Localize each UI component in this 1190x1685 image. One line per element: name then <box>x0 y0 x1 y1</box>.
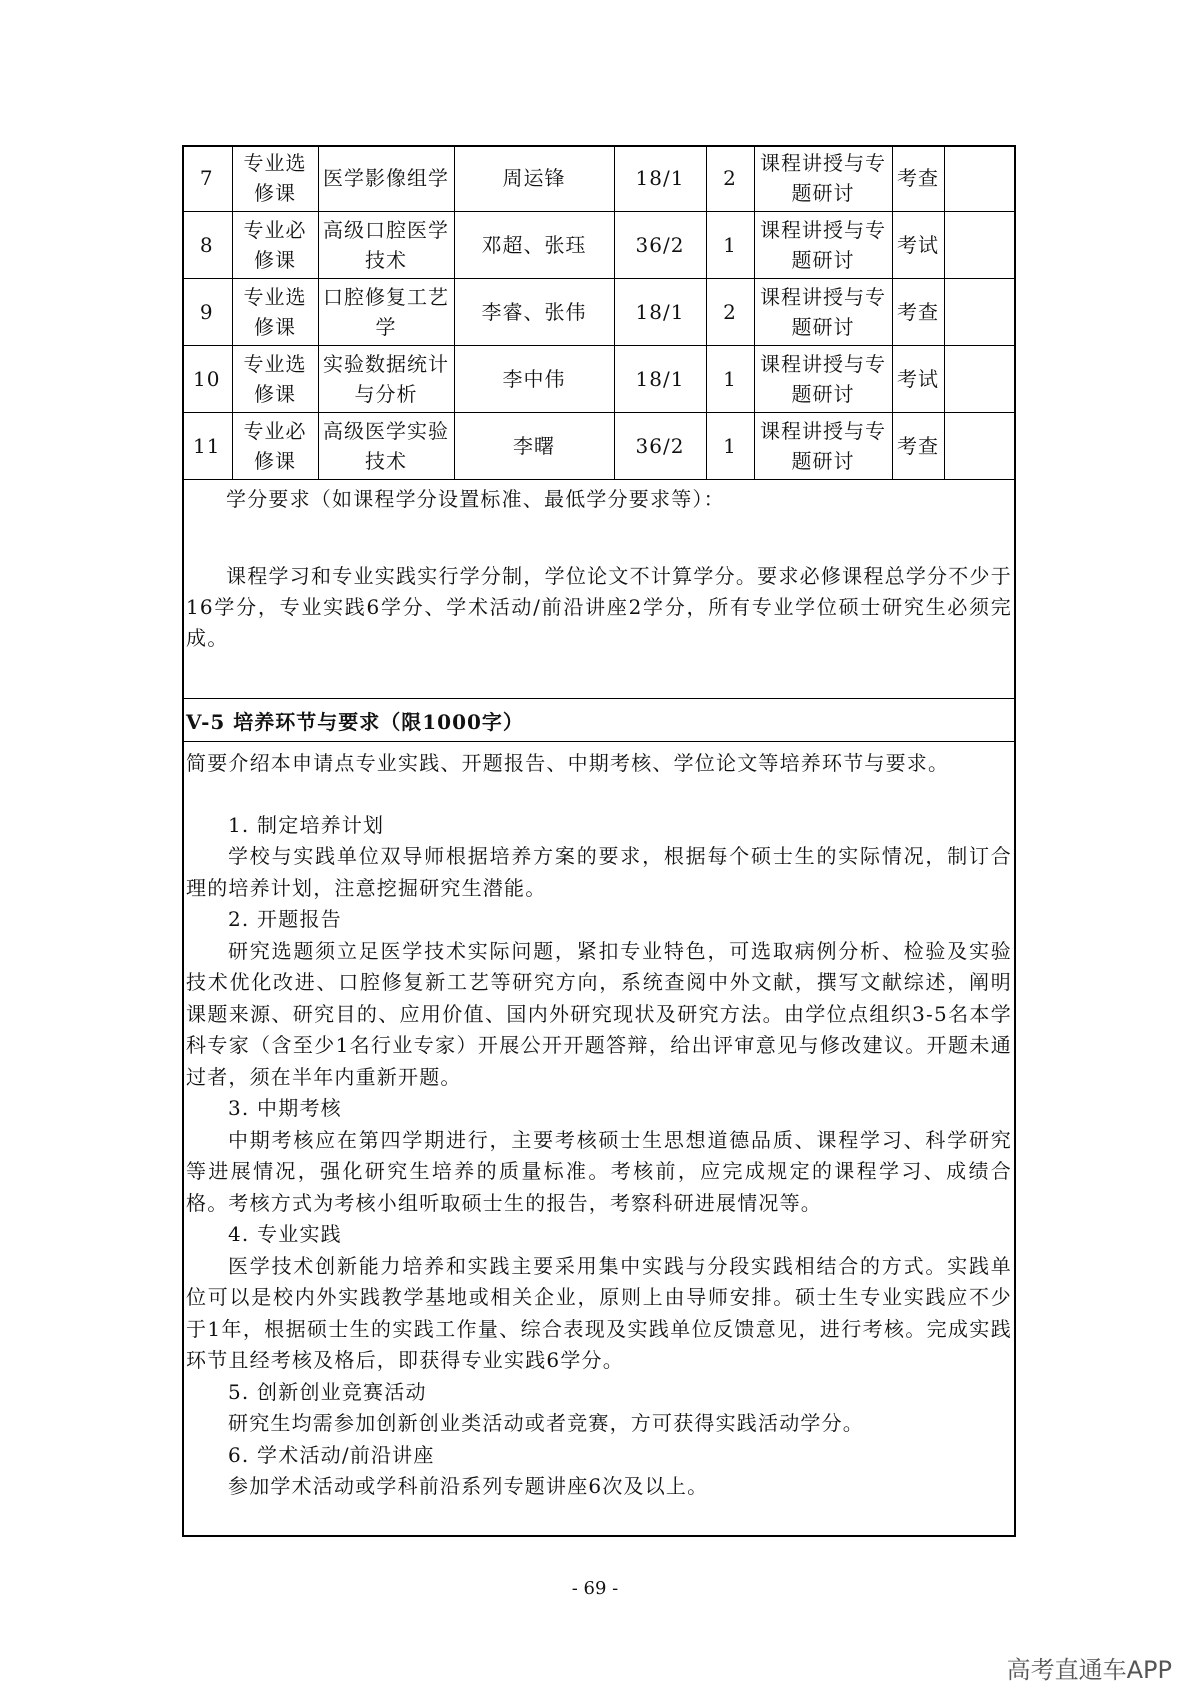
table-row <box>182 279 1016 346</box>
course-table <box>182 145 1016 480</box>
course-name: 实验数据统计与分析 <box>318 346 454 413</box>
course-hours: 18/1 <box>614 145 706 212</box>
course-hours: 18/1 <box>614 346 706 413</box>
section-divider <box>182 741 1016 742</box>
course-no: 10 <box>182 346 232 413</box>
section-divider <box>182 698 1016 699</box>
course-teacher: 邓超、张珏 <box>454 212 614 279</box>
credit-requirements <box>186 484 1012 654</box>
item-text: 学校与实践单位双导师根据培养方案的要求，根据每个硕士生的实际情况，制订合理的培养计划，注意挖掘研究生潜能。 <box>186 844 1012 900</box>
table-row <box>182 145 1016 212</box>
item-heading: 1. 制定培养计划 <box>228 812 385 837</box>
item-text: 研究选题须立足医学技术实际问题，紧扣专业特色，可选取病例分析、检验及实验技术优化改进、口腔修复新工艺等研究方向，系统查阅中外文献，撰写文献综述，阐明课题来源、研究目的、应用价值、国内外研究现状及研究方法。由学位点组织3-5名本学科专家（含至少1名行业专家）开展公开开题答辩，给出评审意见与修改建议。开题未通过者，须在半年内重新开题。 <box>186 938 1012 1089</box>
page-number: - 69 - <box>571 1578 619 1599</box>
course-method: 课程讲授与专题研讨 <box>754 413 892 480</box>
item-heading: 4. 专业实践 <box>228 1222 342 1246</box>
course-method: 课程讲授与专题研讨 <box>754 145 892 212</box>
course-assessment: 考查 <box>892 413 944 480</box>
item-heading: 6. 学术活动/前沿讲座 <box>228 1442 435 1467</box>
course-type: 专业选修课 <box>232 145 318 212</box>
course-method: 课程讲授与专题研讨 <box>754 279 892 346</box>
credit-requirement-body: 课程学习和专业实践实行学分制，学位论文不计算学分。要求必修课程总学分不少于16学分，专业实践6学分、学术活动/前沿讲座2学分，所有专业学位硕士研究生必须完成。 <box>186 564 1012 650</box>
course-name: 高级口腔医学技术 <box>318 212 454 279</box>
course-method: 课程讲授与专题研讨 <box>754 346 892 413</box>
credit-requirement-label: 学分要求（如课程学分设置标准、最低学分要求等）： <box>226 487 725 511</box>
section-body <box>186 748 1012 1503</box>
course-type: 专业必修课 <box>232 212 318 279</box>
course-name: 医学影像组学 <box>318 145 454 212</box>
course-hours: 18/1 <box>614 279 706 346</box>
item-heading: 3. 中期考核 <box>228 1096 342 1120</box>
course-assessment: 考试 <box>892 346 944 413</box>
course-semester: 1 <box>706 413 754 480</box>
course-type: 专业选修课 <box>232 279 318 346</box>
course-teacher: 李睿、张伟 <box>454 279 614 346</box>
course-hours: 36/2 <box>614 413 706 480</box>
course-teacher: 周运锋 <box>454 145 614 212</box>
course-assessment: 考试 <box>892 212 944 279</box>
course-teacher: 李中伟 <box>454 346 614 413</box>
course-semester: 1 <box>706 346 754 413</box>
item-text: 医学技术创新能力培养和实践主要采用集中实践与分段实践相结合的方式。实践单位可以是校内外实践教学基地或相关企业，原则上由导师安排。硕士生专业实践应不少于1年，根据硕士生的实践工作量、综合表现及实践单位反馈意见，进行考核。完成实践环节且经考核及格后，即获得专业实践6学分。 <box>186 1253 1012 1372</box>
course-note <box>944 145 1016 212</box>
course-assessment: 考查 <box>892 279 944 346</box>
table-row <box>182 413 1016 480</box>
item-text: 参加学术活动或学科前沿系列专题讲座6次及以上。 <box>228 1474 709 1498</box>
course-note <box>944 279 1016 346</box>
table-row <box>182 346 1016 413</box>
course-type: 专业必修课 <box>232 413 318 480</box>
item-heading: 2. 开题报告 <box>228 907 342 931</box>
item-text: 研究生均需参加创新创业类活动或者竞赛，方可获得实践活动学分。 <box>228 1411 864 1435</box>
course-semester: 1 <box>706 212 754 279</box>
course-semester: 2 <box>706 279 754 346</box>
course-teacher: 李曙 <box>454 413 614 480</box>
section-title: V-5 培养环节与要求（限1000字） <box>186 710 524 734</box>
table-row <box>182 212 1016 279</box>
item-heading: 5. 创新创业竞赛活动 <box>228 1379 427 1404</box>
course-no: 9 <box>182 279 232 346</box>
course-no: 8 <box>182 212 232 279</box>
course-hours: 36/2 <box>614 212 706 279</box>
course-no: 11 <box>182 413 232 480</box>
course-name: 口腔修复工艺学 <box>318 279 454 346</box>
course-note <box>944 212 1016 279</box>
course-name: 高级医学实验技术 <box>318 413 454 480</box>
watermark: 高考直通车APP <box>1006 1656 1172 1684</box>
section-intro: 简要介绍本申请点专业实践、开题报告、中期考核、学位论文等培养环节与要求。 <box>186 751 950 775</box>
course-note <box>944 413 1016 480</box>
course-no: 7 <box>182 145 232 212</box>
course-note <box>944 346 1016 413</box>
course-semester: 2 <box>706 145 754 212</box>
course-method: 课程讲授与专题研讨 <box>754 212 892 279</box>
course-type: 专业选修课 <box>232 346 318 413</box>
item-text: 中期考核应在第四学期进行，主要考核硕士生思想道德品质、课程学习、科学研究等进展情况，强化研究生培养的质量标准。考核前，应完成规定的课程学习、成绩合格。考核方式为考核小组听取硕士生的报告，考察科研进展情况等。 <box>186 1127 1012 1215</box>
course-assessment: 考查 <box>892 145 944 212</box>
